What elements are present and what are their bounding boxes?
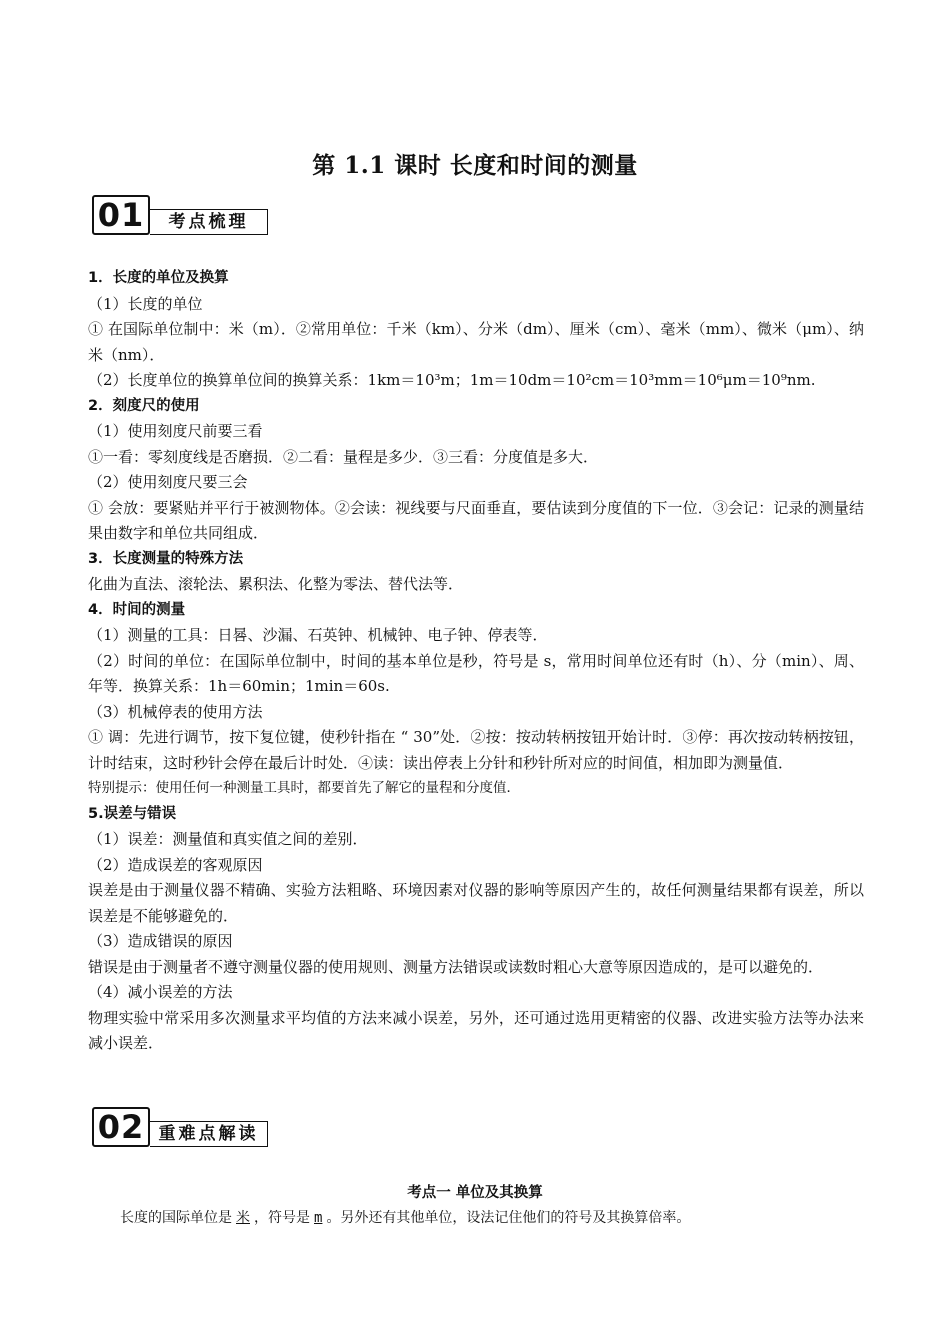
point-text-part: ，符号是 [254,1210,310,1226]
paragraph: （1）使用刻度尺前要三看 [88,422,263,440]
point-text [120,1206,880,1230]
section-badge-02 [92,1107,272,1151]
section-number: 01 [92,195,150,235]
point-text-part: 。另外还有其他单位，设法记住他们的符号及其换算倍率。 [326,1210,691,1226]
paragraph: ①一看：零刻度线是否磨损．②二看：量程是多少．③三看：分度值是多大． [88,447,599,466]
answer-blank: m [314,1210,323,1226]
paragraph: （2）使用刻度尺要三会 [88,473,248,491]
paragraph: （3）造成错误的原因 [88,932,233,950]
paragraph: （4）减小误差的方法 [88,983,233,1001]
section-label: 重难点解读 [150,1121,268,1147]
content-body [88,266,864,1057]
paragraph: ① 会放：要紧贴并平行于被测物体。②会读：视线要与尺面垂直，要估读到分度值的下一位．③会记：记录的测量结果由数字和单位共同组成． [88,498,864,542]
paragraph: （2）造成误差的客观原因 [88,855,263,874]
paragraph: （2）长度单位的换算单位间的换算关系：1km＝10³m；1m＝10dm＝10²cm＝10³mm＝10⁶μm＝10⁹nm. [88,371,816,389]
section-label: 考点梳理 [150,209,268,235]
paragraph: （3）机械停表的使用方法 [88,702,263,721]
section-badge-01 [92,195,272,239]
paragraph: ① 调：先进行调节，按下复位键，使秒针指在 “ 30”处．②按：按动转柄按钮开始计时．③停：再次按动转柄按钮，计时结束，这时秒针会停在最后计时处．④读：读出停表上分针和秒针所对应的时间值，相加即为测量值． [88,728,864,772]
heading-length-units: 1．长度的单位及换算 [88,270,229,286]
paragraph: （1）长度的单位 [88,294,203,313]
paragraph: 化曲为直法、滚轮法、累积法、化整为零法、替代法等． [88,575,464,593]
paragraph: （1）误差：测量值和真实值之间的差别． [88,830,368,848]
paragraph: （1）测量的工具：日晷、沙漏、石英钟、机械钟、电子钟、停表等． [88,626,548,644]
section-number: 02 [92,1107,150,1147]
special-tip: 特别提示：使用任何一种测量工具时，都要首先了解它的量程和分度值． [88,780,520,796]
point-title: 考点一 单位及其换算 [407,1185,543,1201]
page-title: 第 1.1 课时 长度和时间的测量 [312,152,638,179]
answer-blank: 米 [236,1210,250,1226]
paragraph: 物理实验中常采用多次测量求平均值的方法来减小误差，另外，还可通过选用更精密的仪器、改进实验方法等办法来减小误差． [88,1008,864,1052]
paragraph: 误差是由于测量仪器不精确、实验方法粗略、环境因素对仪器的影响等原因产生的，故任何测量结果都有误差，所以误差是不能够避免的． [88,881,864,925]
heading-ruler-use: 2．刻度尺的使用 [88,397,200,414]
paragraph: 错误是由于测量者不遵守测量仪器的使用规则、测量方法错误或读数时粗心大意等原因造成的，是可以避免的． [88,957,824,976]
heading-special-methods: 3．长度测量的特殊方法 [88,550,244,567]
paragraph: ① 在国际单位制中：米（m）．②常用单位：千米（km）、分米（dm）、厘米（cm）、毫米（mm）、微米（μm）、纳米（nm）． [88,320,864,364]
heading-error: 5.误差与错误 [88,805,177,822]
paragraph: （2）时间的单位：在国际单位制中，时间的基本单位是秒，符号是 s，常用时间单位还有时（h）、分（min）、周、年等．换算关系：1h＝60min；1min＝60s. [88,651,864,695]
point-text-part: 长度的国际单位是 [120,1210,232,1226]
heading-time-measurement: 4．时间的测量 [88,601,186,618]
